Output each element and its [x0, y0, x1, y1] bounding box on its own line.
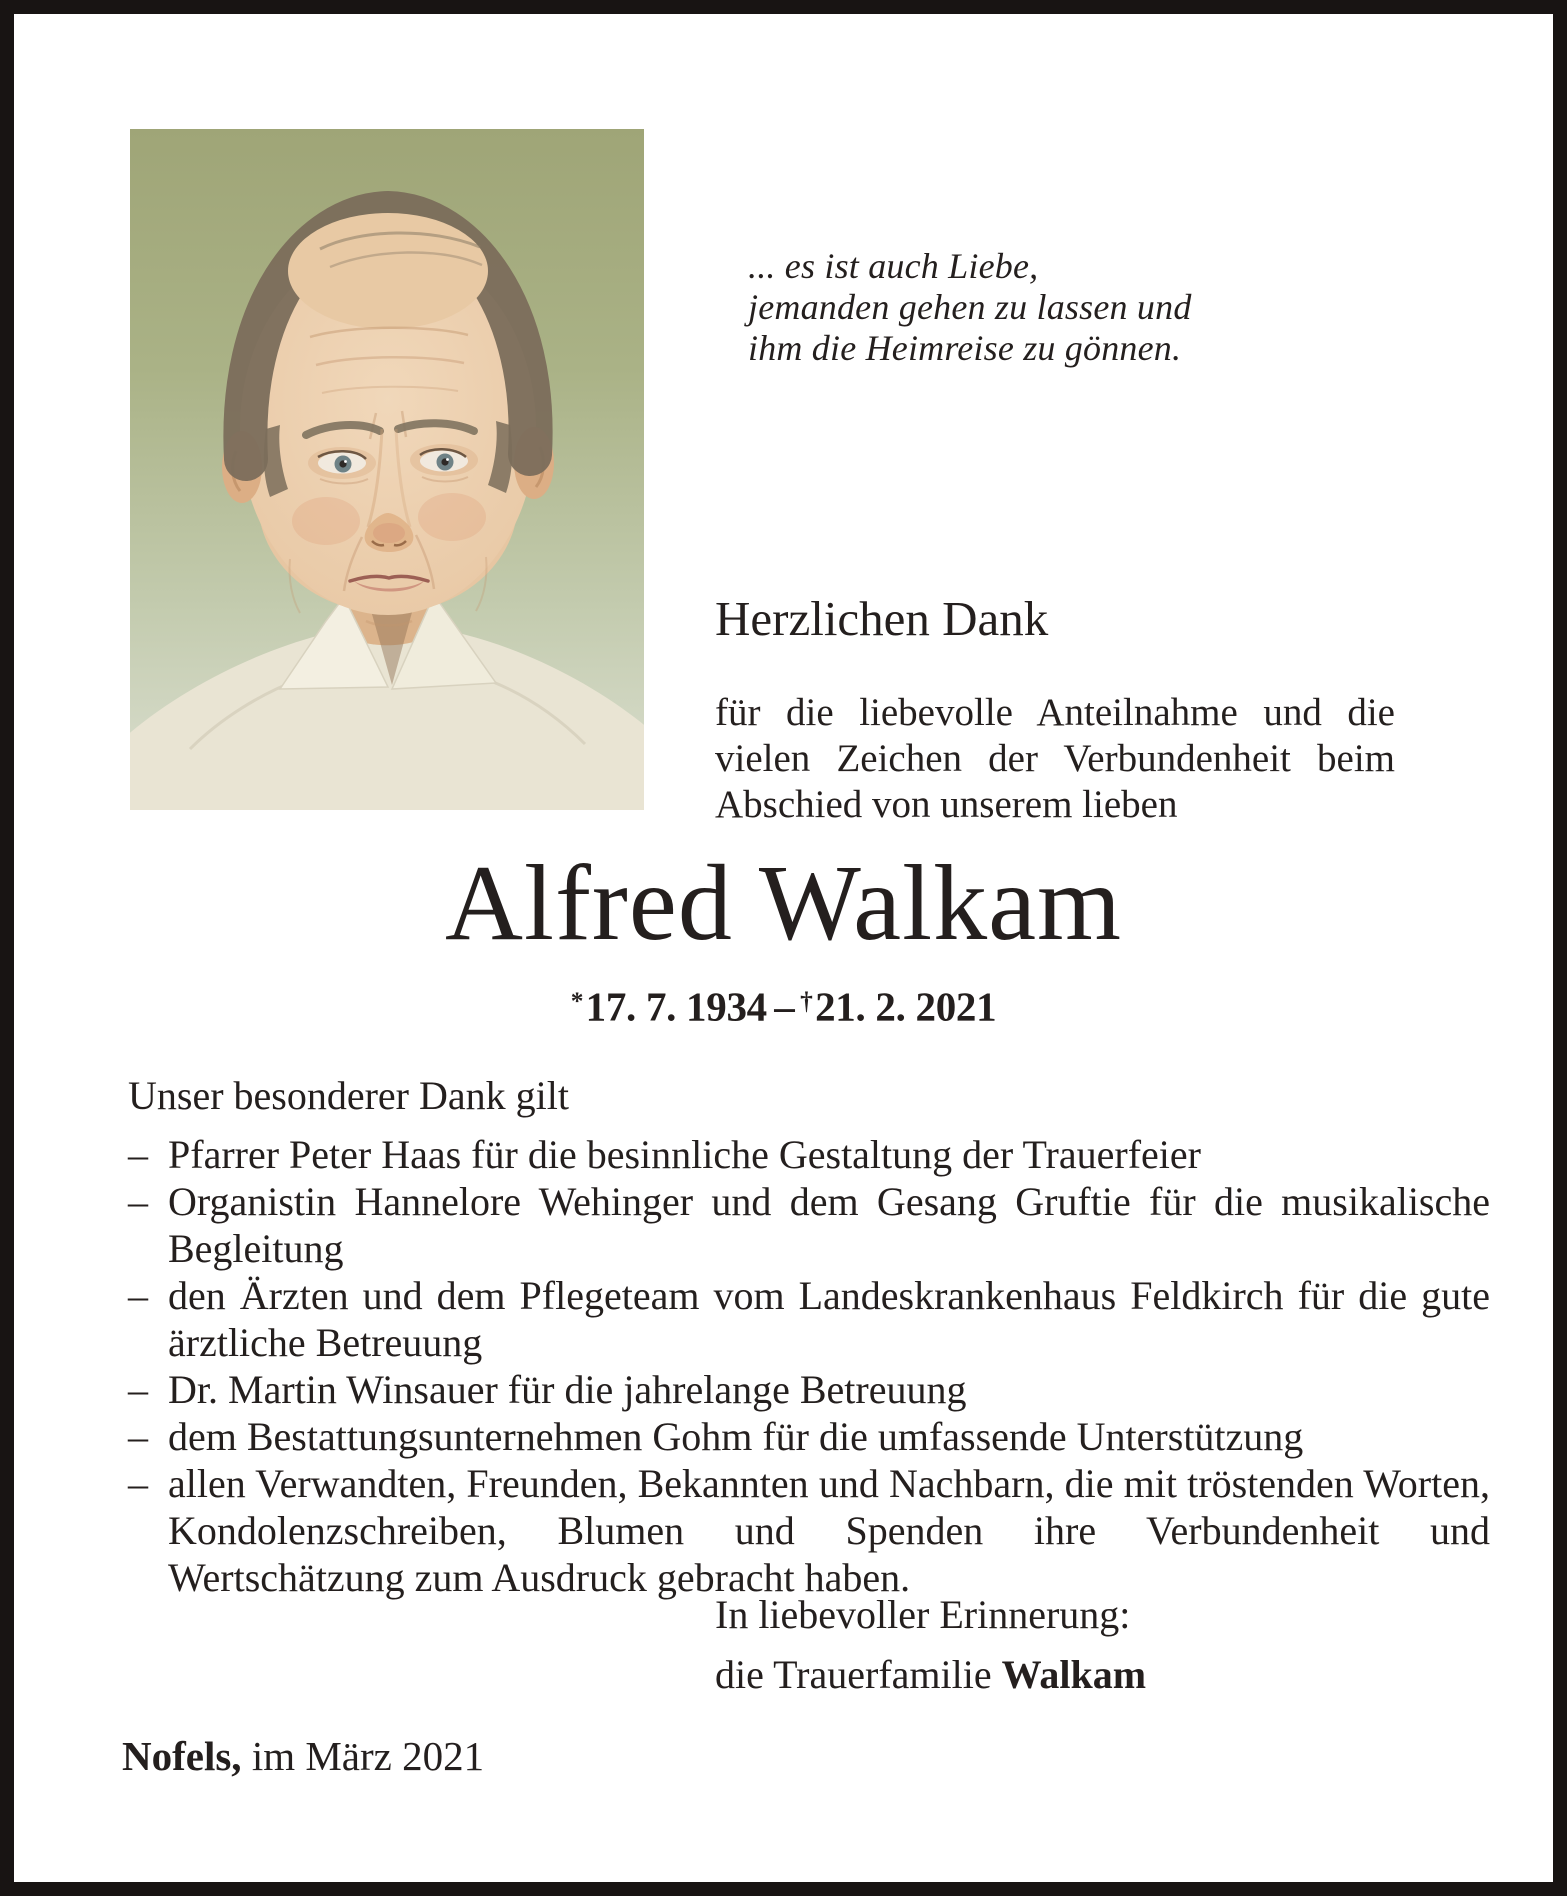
closing-family-prefix: die Trauerfamilie: [715, 1652, 992, 1697]
thanks-item: [128, 1178, 1490, 1272]
intro-paragraph: für die liebevolle Anteilnahme und die vielen Zeichen der Verbundenheit beim Abschied von unserem lieben: [715, 691, 1395, 826]
thanks-item-text: Organistin Hannelore Wehinger und dem Gesang Gruftie für die musikalische Begleitung: [168, 1179, 1490, 1271]
dash-bullet: –: [128, 1367, 148, 1412]
special-thanks-section: [128, 1072, 1490, 1601]
thanks-heading: Herzlichen Dank: [715, 591, 1049, 646]
birth-symbol: *: [570, 987, 584, 1015]
thanks-item: [128, 1272, 1490, 1366]
closing-line: In liebevoller Erinnerung:: [715, 1592, 1131, 1637]
thanks-item-text: dem Bestattungsunternehmen Gohm für die umfassende Unterstützung: [168, 1414, 1304, 1459]
place-date-line: [122, 1733, 484, 1779]
dash-bullet: –: [128, 1273, 148, 1318]
dash-bullet: –: [128, 1414, 148, 1459]
thanks-item: [128, 1131, 1490, 1178]
thanks-item-text: den Ärzten und dem Pflegeteam vom Landeskrankenhaus Feldkirch für die gute ärztliche Betreuung: [168, 1273, 1490, 1365]
thanks-item-text: allen Verwandten, Freunden, Bekannten und Nachbarn, die mit tröstenden Worten, Kondolenzschreiben, Blumen und Spenden ihre Verbundenheit und Wertschätzung zum Ausdruck gebracht haben.: [168, 1461, 1490, 1600]
dates-separator: –: [774, 983, 795, 1030]
closing-block: [715, 1592, 1146, 1698]
life-dates: [0, 978, 1567, 1029]
quote-line: ... es ist auch Liebe,: [748, 246, 1039, 286]
dash-bullet: –: [128, 1179, 148, 1224]
place-name: Nofels,: [122, 1733, 242, 1779]
condolence-quote: [748, 246, 1192, 369]
special-thanks-list: [128, 1131, 1490, 1601]
death-date: 21. 2. 2021: [815, 983, 997, 1030]
birth-date: 17. 7. 1934: [585, 983, 767, 1030]
thanks-item-text: Dr. Martin Winsauer für die jahrelange Betreuung: [168, 1367, 967, 1412]
bald-crown: [288, 213, 488, 329]
publication-date: im März 2021: [251, 1733, 485, 1779]
thanks-item: [128, 1366, 1490, 1413]
closing-family-line: [715, 1652, 1146, 1698]
dash-bullet: –: [128, 1461, 148, 1506]
dash-bullet: –: [128, 1132, 148, 1177]
quote-line: ihm die Heimreise zu gönnen.: [748, 328, 1182, 368]
thanks-item: [128, 1413, 1490, 1460]
quote-line: jemanden gehen zu lassen und: [748, 287, 1192, 327]
thanks-item: [128, 1460, 1490, 1601]
death-symbol: †: [800, 987, 813, 1015]
deceased-portrait-photo: [130, 129, 644, 810]
thanks-item-text: Pfarrer Peter Haas für die besinnliche Gestaltung der Trauerfeier: [168, 1132, 1201, 1177]
closing-family-name: Walkam: [1001, 1652, 1147, 1697]
special-thanks-title: Unser besonderer Dank gilt: [128, 1073, 569, 1118]
deceased-name: Alfred Walkam: [444, 844, 1123, 963]
